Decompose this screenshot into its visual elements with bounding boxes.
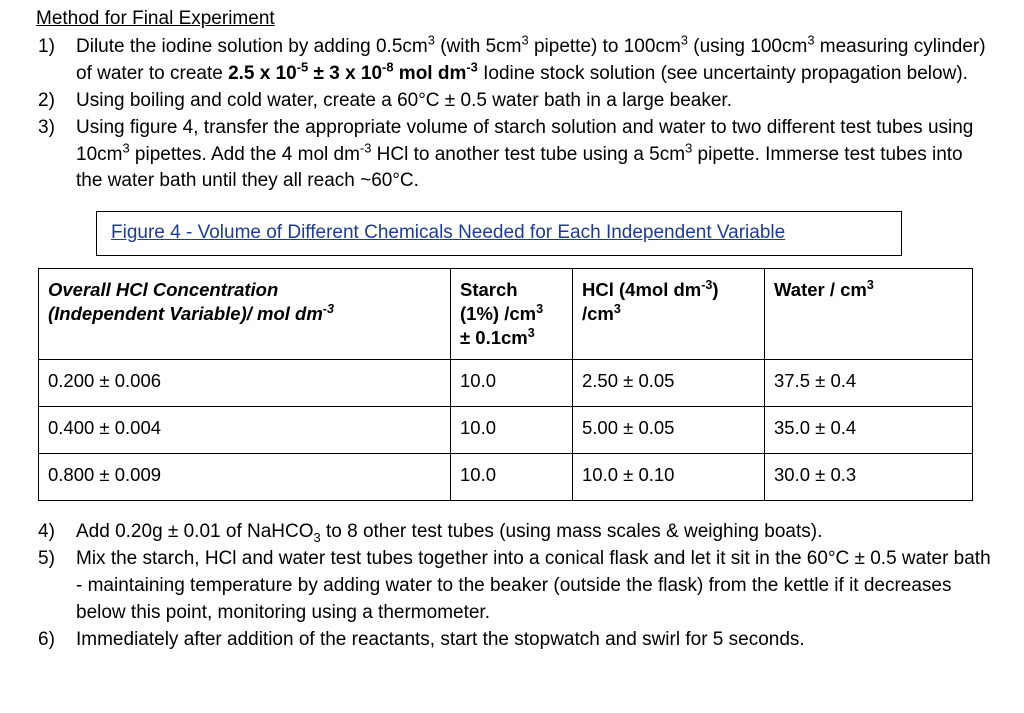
table-cell: 0.800 ± 0.009 [39,454,451,501]
step-number: 6) [38,629,55,651]
table-cell: 10.0 ± 0.10 [573,454,765,501]
table-column-header: Overall HCl Concentration (Independent Variable)/ mol $dm^{-3}$ [39,269,451,360]
step-number: 2) [38,89,55,111]
table-column-header: Water / $cm^3$ [765,269,973,360]
method-step-item [38,546,998,627]
step-text: Mix the starch, HCl and water test tubes together into a conical flask and let it sit in the 60°C ± 0.5 water bath - maintaining temperature by adding water to the beaker (outside the flask) from the kettle if it decreases below this point, monitoring using a thermometer. [76,548,991,624]
table-cell: 0.400 ± 0.004 [39,407,451,454]
step-text: Dilute the iodine solution by adding $0.5cm^3$ (with $5cm^3$ pipette) to $100cm^3$ (using $100cm^3$ measuring cylinder) of water to create 2.5 x $10^{-5} \pm 3$ x $10^{-8}$ mol $dm^{-3}$ Iodine stock solution (see uncertainty propagation below). [76,32,986,84]
page-title: Method for Final Experiment [36,8,275,29]
chemical-volumes-table [38,268,973,501]
method-step-item [38,115,990,196]
table-cell: 10.0 [451,407,573,454]
method-step-item [38,34,990,88]
step-number: 1) [38,35,55,57]
table-cell: 10.0 [451,360,573,407]
table-row [39,360,973,407]
step-number: 4) [38,521,55,543]
step-text: Using boiling and cold water, create a 60°C ± 0.5 water bath in a large beaker. [76,89,732,111]
table-cell: 5.00 ± 0.05 [573,407,765,454]
table-cell: 10.0 [451,454,573,501]
table-row [39,407,973,454]
step-text: Using figure 4, transfer the appropriate volume of starch solution and water to two different test tubes using $10cm^3$ pipettes. Add the 4 mol $dm^{-3}$ HCl to another test tube using a $5cm^3$ pipette. Immerse test tubes into the water bath until they all reach ~60°C. [76,116,974,192]
table-row [39,454,973,501]
table-cell: 2.50 ± 0.05 [573,360,765,407]
method-steps-before-table [0,34,1024,196]
document-page [0,6,1024,713]
figure-caption: Figure 4 - Volume of Different Chemicals Needed for Each Independent Variable [111,222,786,244]
table-header-row [39,269,973,360]
table-cell: 30.0 ± 0.3 [765,454,973,501]
table-column-header: HCl (4mol $dm^{-3}$) $/cm^3$ [573,269,765,360]
method-step-item [38,627,998,654]
method-steps-after-table [0,519,1024,654]
method-step-item [38,519,998,546]
method-step-item [38,88,990,115]
table-column-header: Starch (1%) $/cm^3$ ± $0.1cm^3$ [451,269,573,360]
step-number: 5) [38,548,55,570]
step-number: 3) [38,116,55,138]
step-text: Add 0.20g ± 0.01 of NaHCO$_3$ to 8 other test tubes (using mass scales & weighing boats). [76,521,823,546]
table-cell: 35.0 ± 0.4 [765,407,973,454]
figure-caption-box [96,211,902,256]
step-text: Immediately after addition of the reactants, start the stopwatch and swirl for 5 seconds. [76,629,805,651]
table-cell: 37.5 ± 0.4 [765,360,973,407]
table-cell: 0.200 ± 0.006 [39,360,451,407]
